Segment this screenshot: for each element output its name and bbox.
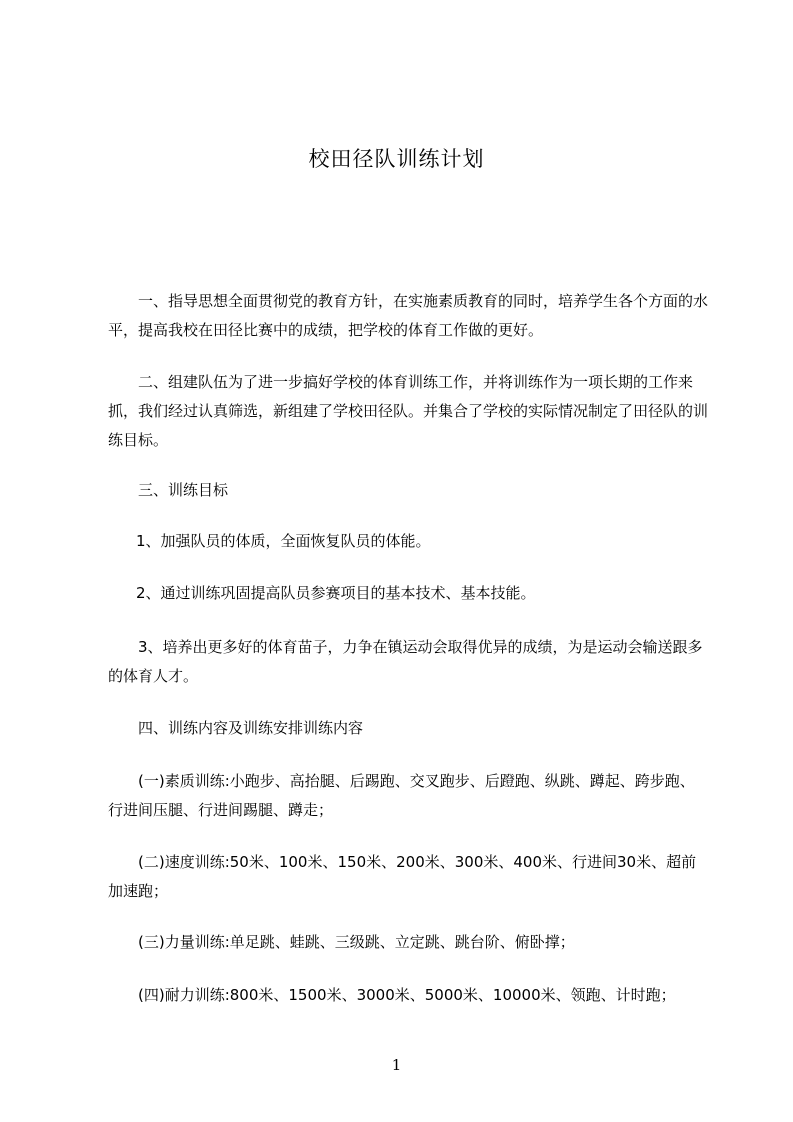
paragraph-goal-1: 1、加强队员的体质，全面恢复队员的体能。 [136, 532, 431, 550]
paragraph-team-formation: 二、组建队伍为了进一步搞好学校的体育训练工作，并将训练作为一项长期的工作来抓，我们经过认真筛选，新组建了学校田径队。并集合了学校的实际情况制定了田径队的训练目标。 [108, 373, 709, 449]
paragraph-goal-3: 3、培养出更多好的体育苗子，力争在镇运动会取得优异的成绩，为是运动会输送跟多的体育人才。 [108, 638, 703, 685]
paragraph-goal-2: 2、通过训练巩固提高队员参赛项目的基本技术、基本技能。 [136, 584, 536, 602]
document-title: 校田径队训练计划 [308, 147, 485, 171]
paragraph-content-heading: 四、训练内容及训练安排训练内容 [138, 719, 364, 737]
paragraph-endurance-training: (四)耐力训练:800米、1500米、3000米、5000米、10000米、领跑、计时跑； [138, 986, 676, 1004]
paragraph-guiding-thought: 一、指导思想全面贯彻党的教育方针，在实施素质教育的同时，培养学生各个方面的水平，提高我校在田径比赛中的成绩，把学校的体育工作做的更好。 [108, 292, 709, 339]
paragraph-speed-training: (二)速度训练:50米、100米、150米、200米、300米、400米、行进间30米、超前加速跑； [108, 853, 697, 900]
paragraph-strength-training: (三)力量训练:单足跳、蛙跳、三级跳、立定跳、跳台阶、俯卧撑； [138, 933, 575, 951]
page-number: 1 [391, 1056, 402, 1074]
paragraph-goals-heading: 三、训练目标 [138, 481, 229, 499]
paragraph-quality-training: (一)素质训练:小跑步、高抬腿、后踢跑、交叉跑步、后蹬跑、纵跳、蹲起、跨步跑、行进间压腿、行进间踢腿、蹲走； [108, 772, 695, 819]
